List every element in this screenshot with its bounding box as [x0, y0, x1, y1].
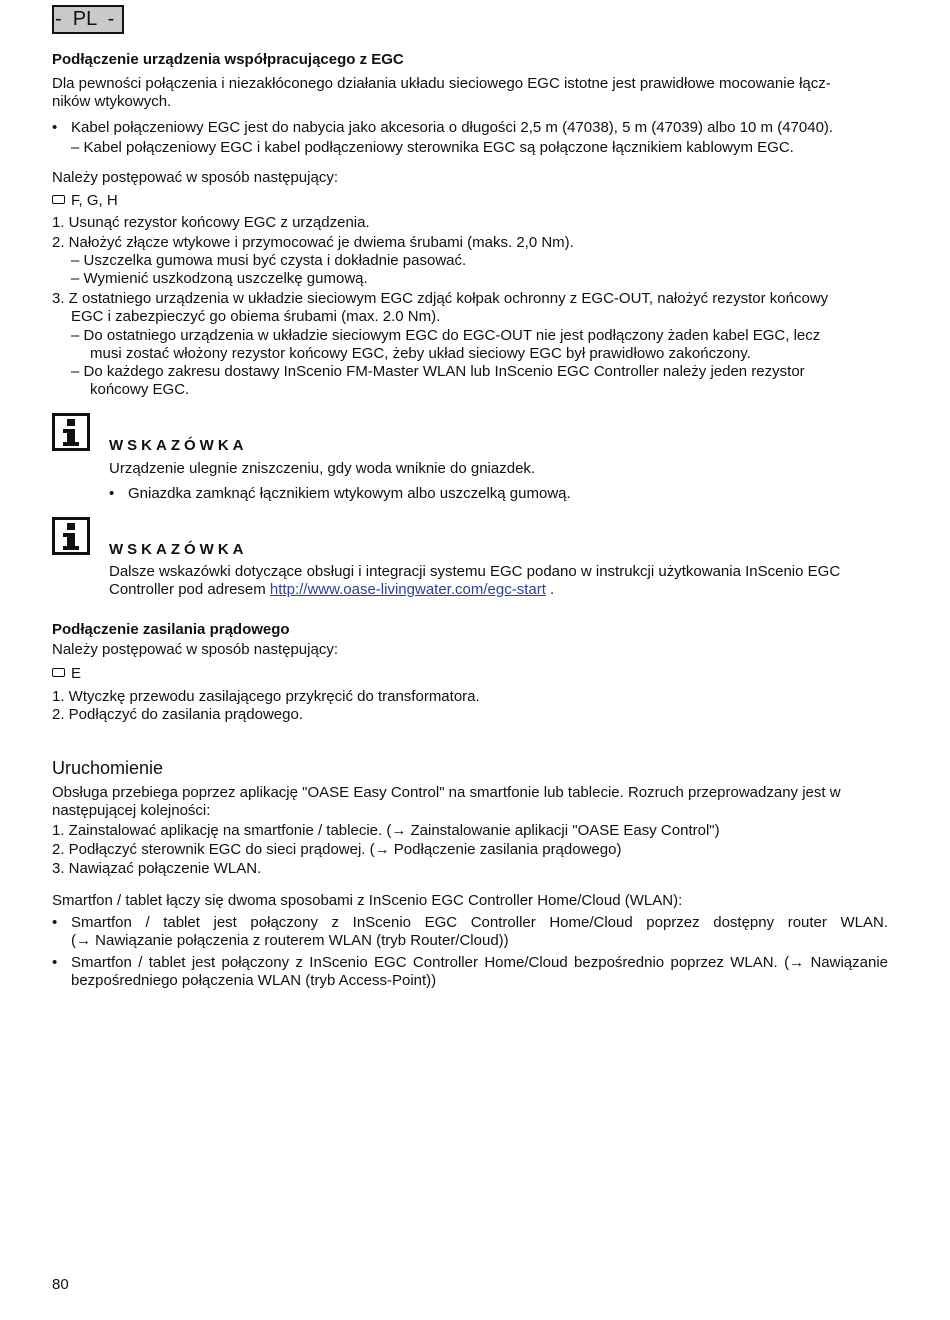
bullet-dot: • [52, 954, 58, 971]
figure-reference-icon [52, 668, 65, 677]
egc-step-3-sub-2-line-2: końcowy EGC. [90, 381, 190, 398]
egc-step-3-sub-1-line-1: – Do ostatniego urządzenia w układzie sieciowym EGC do EGC-OUT nie jest podłączony żaden kabel EGC, lecz [71, 327, 821, 344]
egc-cable-bullet-text: Kabel połączeniowy EGC jest do nabycia jako akcesoria o długości 2,5 m (47038), 5 m (47039) albo 10 m (47040). [71, 119, 834, 136]
power-figure-ref [52, 665, 892, 683]
note-2-text-prefix: Controller pod adresem [109, 581, 270, 598]
egc-intro-line-2: ników wtykowych. [52, 93, 172, 110]
egc-intro-line-1: Dla pewności połączenia i niezakłóconego działania układu sieciowego EGC istotne jest prawidłowe mocowanie łącz- [52, 75, 831, 92]
egc-step-2: 2. Nałożyć złącze wtykowe i przymocować je dwiema śrubami (maks. 2,0 Nm). [52, 234, 574, 251]
egc-step-3-line-2: EGC i zabezpieczyć go obiema śrubami (max. 2.0 Nm). [71, 308, 441, 325]
note-2-title: WSKAZÓWKA [109, 541, 248, 558]
note-2-text-line-2 [109, 581, 894, 599]
note-1-title: WSKAZÓWKA [109, 437, 248, 454]
egc-figure-letters: F, G, H [71, 192, 118, 209]
startup-bullet-router-line-2: (→ Nawiązanie połączenia z routerem WLAN (tryb Router/Cloud)) [71, 932, 509, 949]
power-step-1: 1. Wtyczkę przewodu zasilającego przykręcić do transformatora. [52, 688, 480, 705]
startup-bullet-router [52, 914, 888, 950]
figure-reference-icon [52, 195, 65, 204]
startup-intro-line-1: Obsługa przebiega poprzez aplikację "OASE Easy Control" na smartfonie lub tablecie. Rozruch przeprowadzany jest w [52, 784, 841, 801]
startup-intro-line-2: następującej kolejności: [52, 802, 211, 819]
bullet-dot: • [52, 119, 58, 136]
startup-bullet-ap-line-2: bezpośredniego połączenia WLAN (tryb Access-Point)) [71, 972, 437, 989]
power-procedure: Należy postępować w sposób następujący: [52, 641, 338, 658]
startup-bullet-router-line-1: Smartfon / tablet jest połączony z InScenio EGC Controller Home/Cloud poprzez dostępny router WLAN. [71, 914, 888, 931]
power-figure-letters: E [71, 665, 82, 682]
startup-step-2: 2. Podłączyć sterownik EGC do sieci prądowej. (→ Podłączenie zasilania prądowego) [52, 841, 622, 858]
startup-bullet-access-point [52, 954, 888, 990]
note-1-bullet-text: Gniazdka zamknąć łącznikiem wtykowym albo uszczelką gumową. [128, 485, 571, 502]
egc-heading: Podłączenie urządzenia współpracującego z EGC [52, 51, 404, 68]
startup-heading: Uruchomienie [52, 758, 164, 778]
egc-step-3-sub-1-line-2: musi zostać włożony rezystor końcowy EGC, żeby układ sieciowy EGC był prawidłowo zakończony. [90, 345, 751, 362]
egc-step-2-sub-2: – Wymienić uszkodzoną uszczelkę gumową. [71, 270, 368, 287]
egc-step-2-sub-1: – Uszczelka gumowa musi być czysta i dokładnie pasować. [71, 252, 467, 269]
power-step-2: 2. Podłączyć do zasilania prądowego. [52, 706, 303, 723]
egc-start-link[interactable]: http://www.oase-livingwater.com/egc-start [269, 581, 546, 598]
startup-step-1: 1. Zainstalować aplikację na smartfonie / tablecie. (→ Zainstalowanie aplikacji "OASE Easy Control") [52, 822, 720, 839]
egc-procedure: Należy postępować w sposób następujący: [52, 169, 338, 186]
egc-figure-ref [52, 192, 892, 210]
info-icon [52, 413, 90, 451]
bullet-dot: • [109, 485, 115, 502]
note-2-text-line-1: Dalsze wskazówki dotyczące obsługi i integracji systemu EGC podano w instrukcji użytkowania InScenio EGC [109, 563, 841, 580]
startup-connect-intro: Smartfon / tablet łączy się dwoma sposobami z InScenio EGC Controller Home/Cloud (WLAN): [52, 892, 683, 909]
language-badge: - PL - [52, 5, 124, 34]
info-icon [52, 517, 90, 555]
egc-step-1: 1. Usunąć rezystor końcowy EGC z urządzenia. [52, 214, 370, 231]
page-number: 80 [52, 1276, 69, 1293]
startup-step-3: 3. Nawiązać połączenie WLAN. [52, 860, 262, 877]
startup-bullet-ap-line-1: Smartfon / tablet jest połączony z InScenio EGC Controller Home/Cloud bezpośrednio poprzez WLAN. (→ Nawiązanie [71, 954, 888, 971]
bullet-dot: • [52, 914, 58, 931]
egc-cable-sub: – Kabel połączeniowy EGC i kabel podłączeniowy sterownika EGC są połączone łącznikiem kablowym EGC. [71, 139, 794, 156]
power-heading: Podłączenie zasilania prądowego [52, 621, 290, 638]
note-2-text-suffix: . [545, 581, 555, 598]
egc-step-3-sub-2-line-1: – Do każdego zakresu dostawy InScenio FM-Master WLAN lub InScenio EGC Controller należy jeden rezystor [71, 363, 805, 380]
egc-step-3-line-1: 3. Z ostatniego urządzenia w układzie sieciowym EGC zdjąć kołpak ochronny z EGC-OUT, nałożyć rezystor końcowy [52, 290, 829, 307]
note-1-text: Urządzenie ulegnie zniszczeniu, gdy woda wniknie do gniazdek. [109, 460, 536, 477]
